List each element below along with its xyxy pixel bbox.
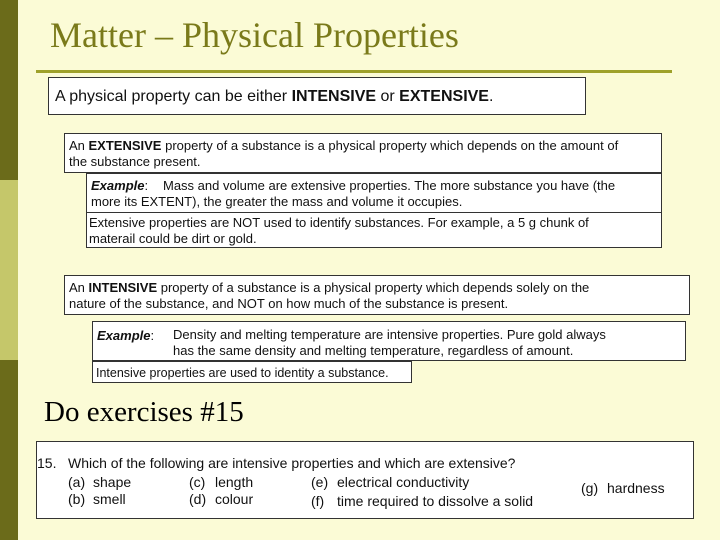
intro-extensive-term: EXTENSIVE	[399, 88, 489, 105]
option-key-a: (a)	[68, 474, 86, 490]
extensive-def-an: An	[69, 138, 89, 153]
option-text-b: smell	[93, 491, 126, 507]
intensive-note-box	[92, 361, 412, 383]
extensive-example-word: Example	[91, 178, 145, 193]
intensive-definition-box	[64, 275, 690, 315]
intensive-def-line-1	[69, 280, 589, 296]
extensive-def-line-1	[69, 138, 618, 154]
option-text-d: colour	[215, 491, 254, 507]
exercise-instruction: Do exercises #15	[44, 396, 244, 428]
accent-bar-bottom	[0, 360, 18, 540]
intensive-example-label	[97, 328, 154, 344]
intensive-example-line-1: Density and melting temperature are intensive properties. Pure gold always	[173, 327, 606, 342]
extensive-example-line-2: more its EXTENT), the greater the mass and volume it occupies.	[91, 194, 463, 209]
option-key-c: (c)	[189, 474, 206, 490]
extensive-example-line-1: Mass and volume are extensive properties. The more substance you have (the	[163, 178, 616, 193]
intro-period: .	[488, 88, 494, 105]
option-key-d: (d)	[189, 491, 207, 507]
extensive-definition-box	[64, 133, 662, 173]
option-text-g: hardness	[607, 480, 665, 496]
extensive-note-line-2: materail could be dirt or gold.	[89, 231, 257, 246]
accent-bar-middle	[0, 180, 18, 360]
option-text-e: electrical conductivity	[337, 474, 470, 490]
extensive-def-text-1: property of a substance is a physical property which depends on the amount of	[161, 138, 619, 153]
option-key-b: (b)	[68, 491, 86, 507]
option-key-f: (f)	[311, 493, 325, 509]
option-key-e: (e)	[311, 474, 329, 490]
extensive-note-line-1: Extensive properties are NOT used to identify substances. For example, a 5 g chunk of	[89, 215, 589, 230]
extensive-example-label	[91, 178, 148, 194]
extensive-example-colon: :	[144, 178, 149, 193]
extensive-term: EXTENSIVE	[88, 138, 162, 153]
intro-lead: A physical property can be either	[55, 88, 292, 105]
exercise-box	[36, 441, 694, 519]
exercise-question: Which of the following are intensive properties and which are extensive?	[68, 455, 516, 471]
intensive-term: INTENSIVE	[88, 280, 158, 295]
intensive-example-line-2: has the same density and melting temperature, regardless of amount.	[173, 343, 574, 358]
slide-title: Matter – Physical Properties	[50, 15, 459, 55]
extensive-example-box	[86, 173, 662, 213]
intro-or: or	[376, 88, 400, 105]
intensive-note-text: Intensive properties are used to identity a substance.	[96, 366, 389, 380]
intro-box	[48, 77, 586, 115]
exercise-number: 15.	[37, 455, 57, 471]
accent-bar-top	[0, 0, 18, 180]
title-divider	[36, 70, 672, 73]
intensive-def-line-2: nature of the substance, and NOT on how much of the substance is present.	[69, 296, 509, 311]
intensive-def-text-1: property of a substance is a physical property which depends solely on the	[157, 280, 590, 295]
intro-intensive-term: INTENSIVE	[291, 88, 377, 105]
option-text-f: time required to dissolve a solid	[337, 493, 534, 509]
extensive-def-line-2: the substance present.	[69, 154, 201, 169]
intro-text	[55, 89, 493, 105]
option-key-g: (g)	[581, 480, 599, 496]
intensive-example-word: Example	[97, 328, 151, 343]
extensive-note-box	[86, 212, 662, 248]
intensive-def-an: An	[69, 280, 89, 295]
option-text-a: shape	[93, 474, 132, 490]
intensive-example-colon: :	[150, 328, 155, 343]
option-text-c: length	[215, 474, 254, 490]
intensive-example-box	[92, 321, 686, 361]
